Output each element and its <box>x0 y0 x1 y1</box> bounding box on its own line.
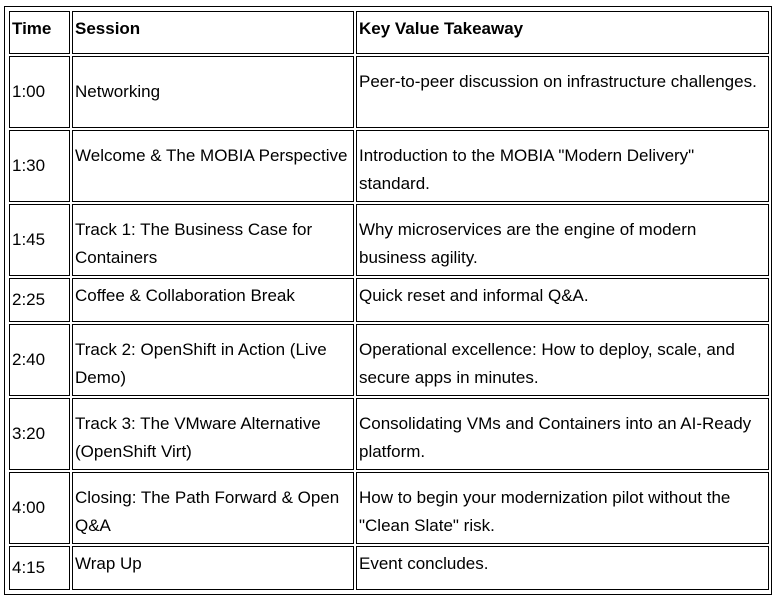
takeaway-cell: Operational excellence: How to deploy, scale, and secure apps in minutes. <box>356 324 769 396</box>
takeaway-cell: Quick reset and informal Q&A. <box>356 278 769 322</box>
table-row <box>9 472 769 544</box>
time-cell: 4:15 <box>9 546 70 590</box>
session-cell: Coffee & Collaboration Break <box>72 278 354 322</box>
session-cell: Track 1: The Business Case for Containers <box>72 204 354 276</box>
time-cell: 1:30 <box>9 130 70 202</box>
session-cell: Networking <box>72 56 354 128</box>
table-row <box>9 278 769 322</box>
header-row <box>9 11 769 54</box>
takeaway-cell: Why microservices are the engine of modern business agility. <box>356 204 769 276</box>
time-cell: 4:00 <box>9 472 70 544</box>
header-session: Session <box>72 11 354 54</box>
takeaway-cell: Consolidating VMs and Containers into an AI-Ready platform. <box>356 398 769 470</box>
time-cell: 3:20 <box>9 398 70 470</box>
session-cell: Wrap Up <box>72 546 354 590</box>
session-cell: Track 3: The VMware Alternative (OpenShift Virt) <box>72 398 354 470</box>
session-cell: Closing: The Path Forward & Open Q&A <box>72 472 354 544</box>
takeaway-cell: Event concludes. <box>356 546 769 590</box>
time-cell: 1:45 <box>9 204 70 276</box>
table-row <box>9 130 769 202</box>
session-cell: Track 2: OpenShift in Action (Live Demo) <box>72 324 354 396</box>
takeaway-cell: How to begin your modernization pilot without the "Clean Slate" risk. <box>356 472 769 544</box>
header-takeaway: Key Value Takeaway <box>356 11 769 54</box>
session-cell: Welcome & The MOBIA Perspective <box>72 130 354 202</box>
table-row <box>9 324 769 396</box>
table-row <box>9 204 769 276</box>
time-cell: 1:00 <box>9 56 70 128</box>
time-cell: 2:25 <box>9 278 70 322</box>
table-row <box>9 398 769 470</box>
takeaway-cell: Peer-to-peer discussion on infrastructure challenges. <box>356 56 769 128</box>
agenda-table <box>7 9 771 592</box>
table-row <box>9 56 769 128</box>
takeaway-cell: Introduction to the MOBIA "Modern Delivery" standard. <box>356 130 769 202</box>
header-time: Time <box>9 11 70 54</box>
table-row <box>9 546 769 590</box>
time-cell: 2:40 <box>9 324 70 396</box>
agenda-table-frame <box>4 6 772 595</box>
